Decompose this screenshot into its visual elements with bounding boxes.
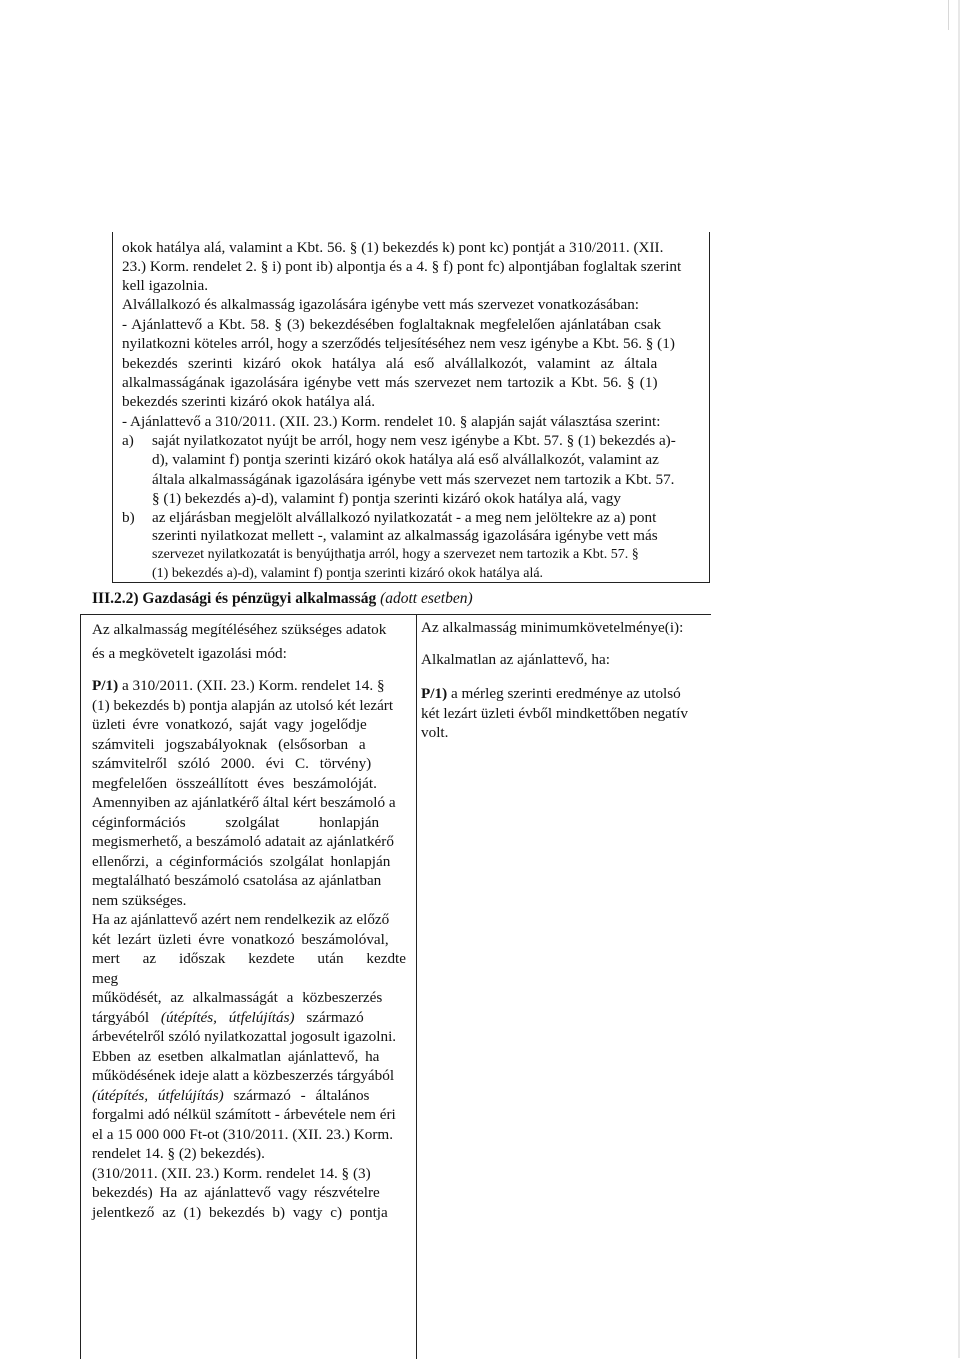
left-p1-line-26: bekezdés) Ha az ajánlattevő vagy részvételre [92,1184,380,1201]
left-p1-line-14: két lezárt üzleti évre vonatkozó beszámolóval, [92,930,389,948]
left-p1-line-1: a 310/2011. (XII. 23.) Korm. rendelet 14. § [118,677,385,694]
left-p1-line-25: (310/2011. (XII. 23.) Korm. rendelet 14. § (3) [92,1164,371,1182]
left-p1-line-24: rendelet 14. § (2) bekezdés). [92,1145,265,1162]
left-p1-line-17-italic: (útépítés, útfelújítás) [160,1008,295,1026]
item-b-line-3: szervezet nyilatkozatát is benyújthatja arról, hogy a szervezet nem tartozik a Kbt. 57. § [152,547,639,562]
left-p1-line-12: nem szükséges. [92,891,187,909]
item-b-line-2: szerinti nyilatkozat mellett -, valamint az alkalmasság igazolására igénybe vett más [152,527,658,544]
left-p1-line-11: megtalálható beszámoló csatolása az ajánlatban [92,872,382,889]
section-heading-italic: (adott esetben) [380,590,473,607]
top-line-9: bekezdés szerinti kizáró okok hatálya alá. [122,393,376,410]
left-p1-line-17b: származó [294,1008,364,1026]
left-p1-line-23: el a 15 000 000 Ft-ot (310/2011. (XII. 23.) Korm. [92,1125,394,1143]
left-p1-block [92,676,406,1222]
left-p1-line-27: jelentkező az (1) bekezdés b) vagy c) pontja [92,1203,388,1221]
right-subheader: Alkalmatlan az ajánlattevő, ha: [421,650,610,668]
item-b-line-4: (1) bekezdés a)-d), valamint f) pontja szerinti kizáró okok hatálya alá. [152,566,544,581]
left-p1-line-6: megfelelően összeállított éves beszámolóját. [92,774,377,792]
left-p1-line-4: számviteli jogszabályoknak (elsősorban a [92,735,366,753]
top-line-3: kell igazolnia. [122,277,209,294]
top-line-1: okok hatálya alá, valamint a Kbt. 56. § (1) bekezdés k) pont kc) pontját a 310/2011. (XII. [122,239,664,256]
right-p1-block [421,684,707,743]
left-p1-line-22: forgalmi adó nélkül számított - árbevétele nem éri [92,1106,396,1123]
scan-artifact [948,0,949,30]
item-a-line-1: saját nyilatkozatot nyújt be arról, hogy nem vesz igénybe a Kbt. 57. § (1) bekezdés a)- [152,432,676,449]
left-p1-line-13: Ha az ajánlattevő azért nem rendelkezik az előző [92,911,390,928]
top-line-4: Alvállalkozó és alkalmasság igazolására igénybe vett más szervezet vonatkozásában: [122,296,640,313]
left-column [92,620,406,663]
top-line-2: 23.) Korm. rendelet 2. § i) pont ib) alpontja és a 4. § f) pont fc) alpontjában foglaltak szerint [122,258,682,275]
left-p1-label: P/1) [92,677,119,694]
left-header-line-1: Az alkalmasság megítéléséhez szükséges adatok [92,621,387,638]
item-a-line-3: általa alkalmasságának igazolására igénybe vett más szervezet nem tartozik a Kbt. 57. [152,471,675,488]
left-p1-line-7: Amennyiben az ajánlatkérő által kért beszámoló a [92,794,396,811]
left-p1-line-10: ellenőrzi, a céginformációs szolgálat honlapján [92,852,391,870]
right-p1-label: P/1) [421,685,448,702]
left-p1-line-15: mert az időszak kezdete után kezdte meg [92,950,406,987]
left-p1-line-21b: származó - általános [223,1086,370,1104]
top-line-7: bekezdés szerinti kizáró okok hatálya alá eső alvállalkozót, valamint az általa [122,355,658,372]
item-b-line-1: az eljárásban megjelölt alvállalkozó nyilatkozatát - a meg nem jelöltekre az a) pont [152,509,657,526]
right-p1-line-1: a mérleg szerinti eredménye az utolsó [447,685,681,702]
left-p1-line-18: árbevételről szóló nyilatkozattal jogosult igazolni. [92,1028,397,1045]
left-p1-line-9: megismerhető, a beszámoló adatait az ajánlatkérő [92,833,394,850]
left-header-line-2: és a megkövetelt igazolási mód: [92,644,287,662]
left-p1-line-8: céginformációs szolgálat honlapján [92,813,380,831]
top-line-10: - Ajánlattevő a 310/2011. (XII. 23.) Korm. rendelet 10. § alapján saját választása szerint: [122,413,661,430]
left-p1-line-2: (1) bekezdés b) pontja alapján az utolsó két lezárt [92,696,394,714]
left-p1-line-19: Ebben az esetben alkalmatlan ajánlattevő, ha [92,1047,380,1065]
top-line-6: nyilatkozni köteles arról, hogy a szerződés teljesítéséhez nem vesz igénybe a Kbt. 56. § (1) [122,335,675,352]
item-b-label: b) [122,509,135,526]
left-p1-line-5: számvitelről szóló 2000. évi C. törvény) [92,755,372,772]
left-p1-line-17a: tárgyából [92,1008,161,1026]
left-p1-line-16: működését, az alkalmasságát a közbeszerzés [92,989,383,1006]
section-heading-bold: III.2.2) Gazdasági és pénzügyi alkalmasság [92,590,377,607]
left-p1-line-21-italic: (útépítés, útfelújítás) [92,1086,224,1104]
right-p1-line-2: két lezárt üzleti évből mindkettőben negatív [421,704,688,722]
right-p1-line-3: volt. [421,724,449,741]
right-column [421,618,707,669]
item-a-label: a) [122,432,134,449]
section-heading [92,590,473,608]
item-a-line-2: d), valamint f) pontja szerinti kizáró okok hatálya alá eső alvállalkozót, valamint az [152,451,659,468]
top-line-5: - Ajánlattevő a Kbt. 58. § (3) bekezdésében foglaltaknak megfelelően ajánlatában csak [122,316,662,333]
left-p1-line-20: működésének ideje alatt a közbeszerzés tárgyából [92,1067,395,1084]
top-line-8: alkalmasságának igazolására igénybe vett más szervezet nem tartozik a Kbt. 56. § (1) [122,374,658,391]
right-header: Az alkalmasság minimumkövetelménye(i): [421,619,684,636]
left-p1-line-3: üzleti évre vonatkozó, saját vagy jogelődje [92,716,367,733]
item-a-line-4: § (1) bekezdés a)-d), valamint f) pontja szerinti kizáró okok hatálya alá, vagy [152,490,621,507]
